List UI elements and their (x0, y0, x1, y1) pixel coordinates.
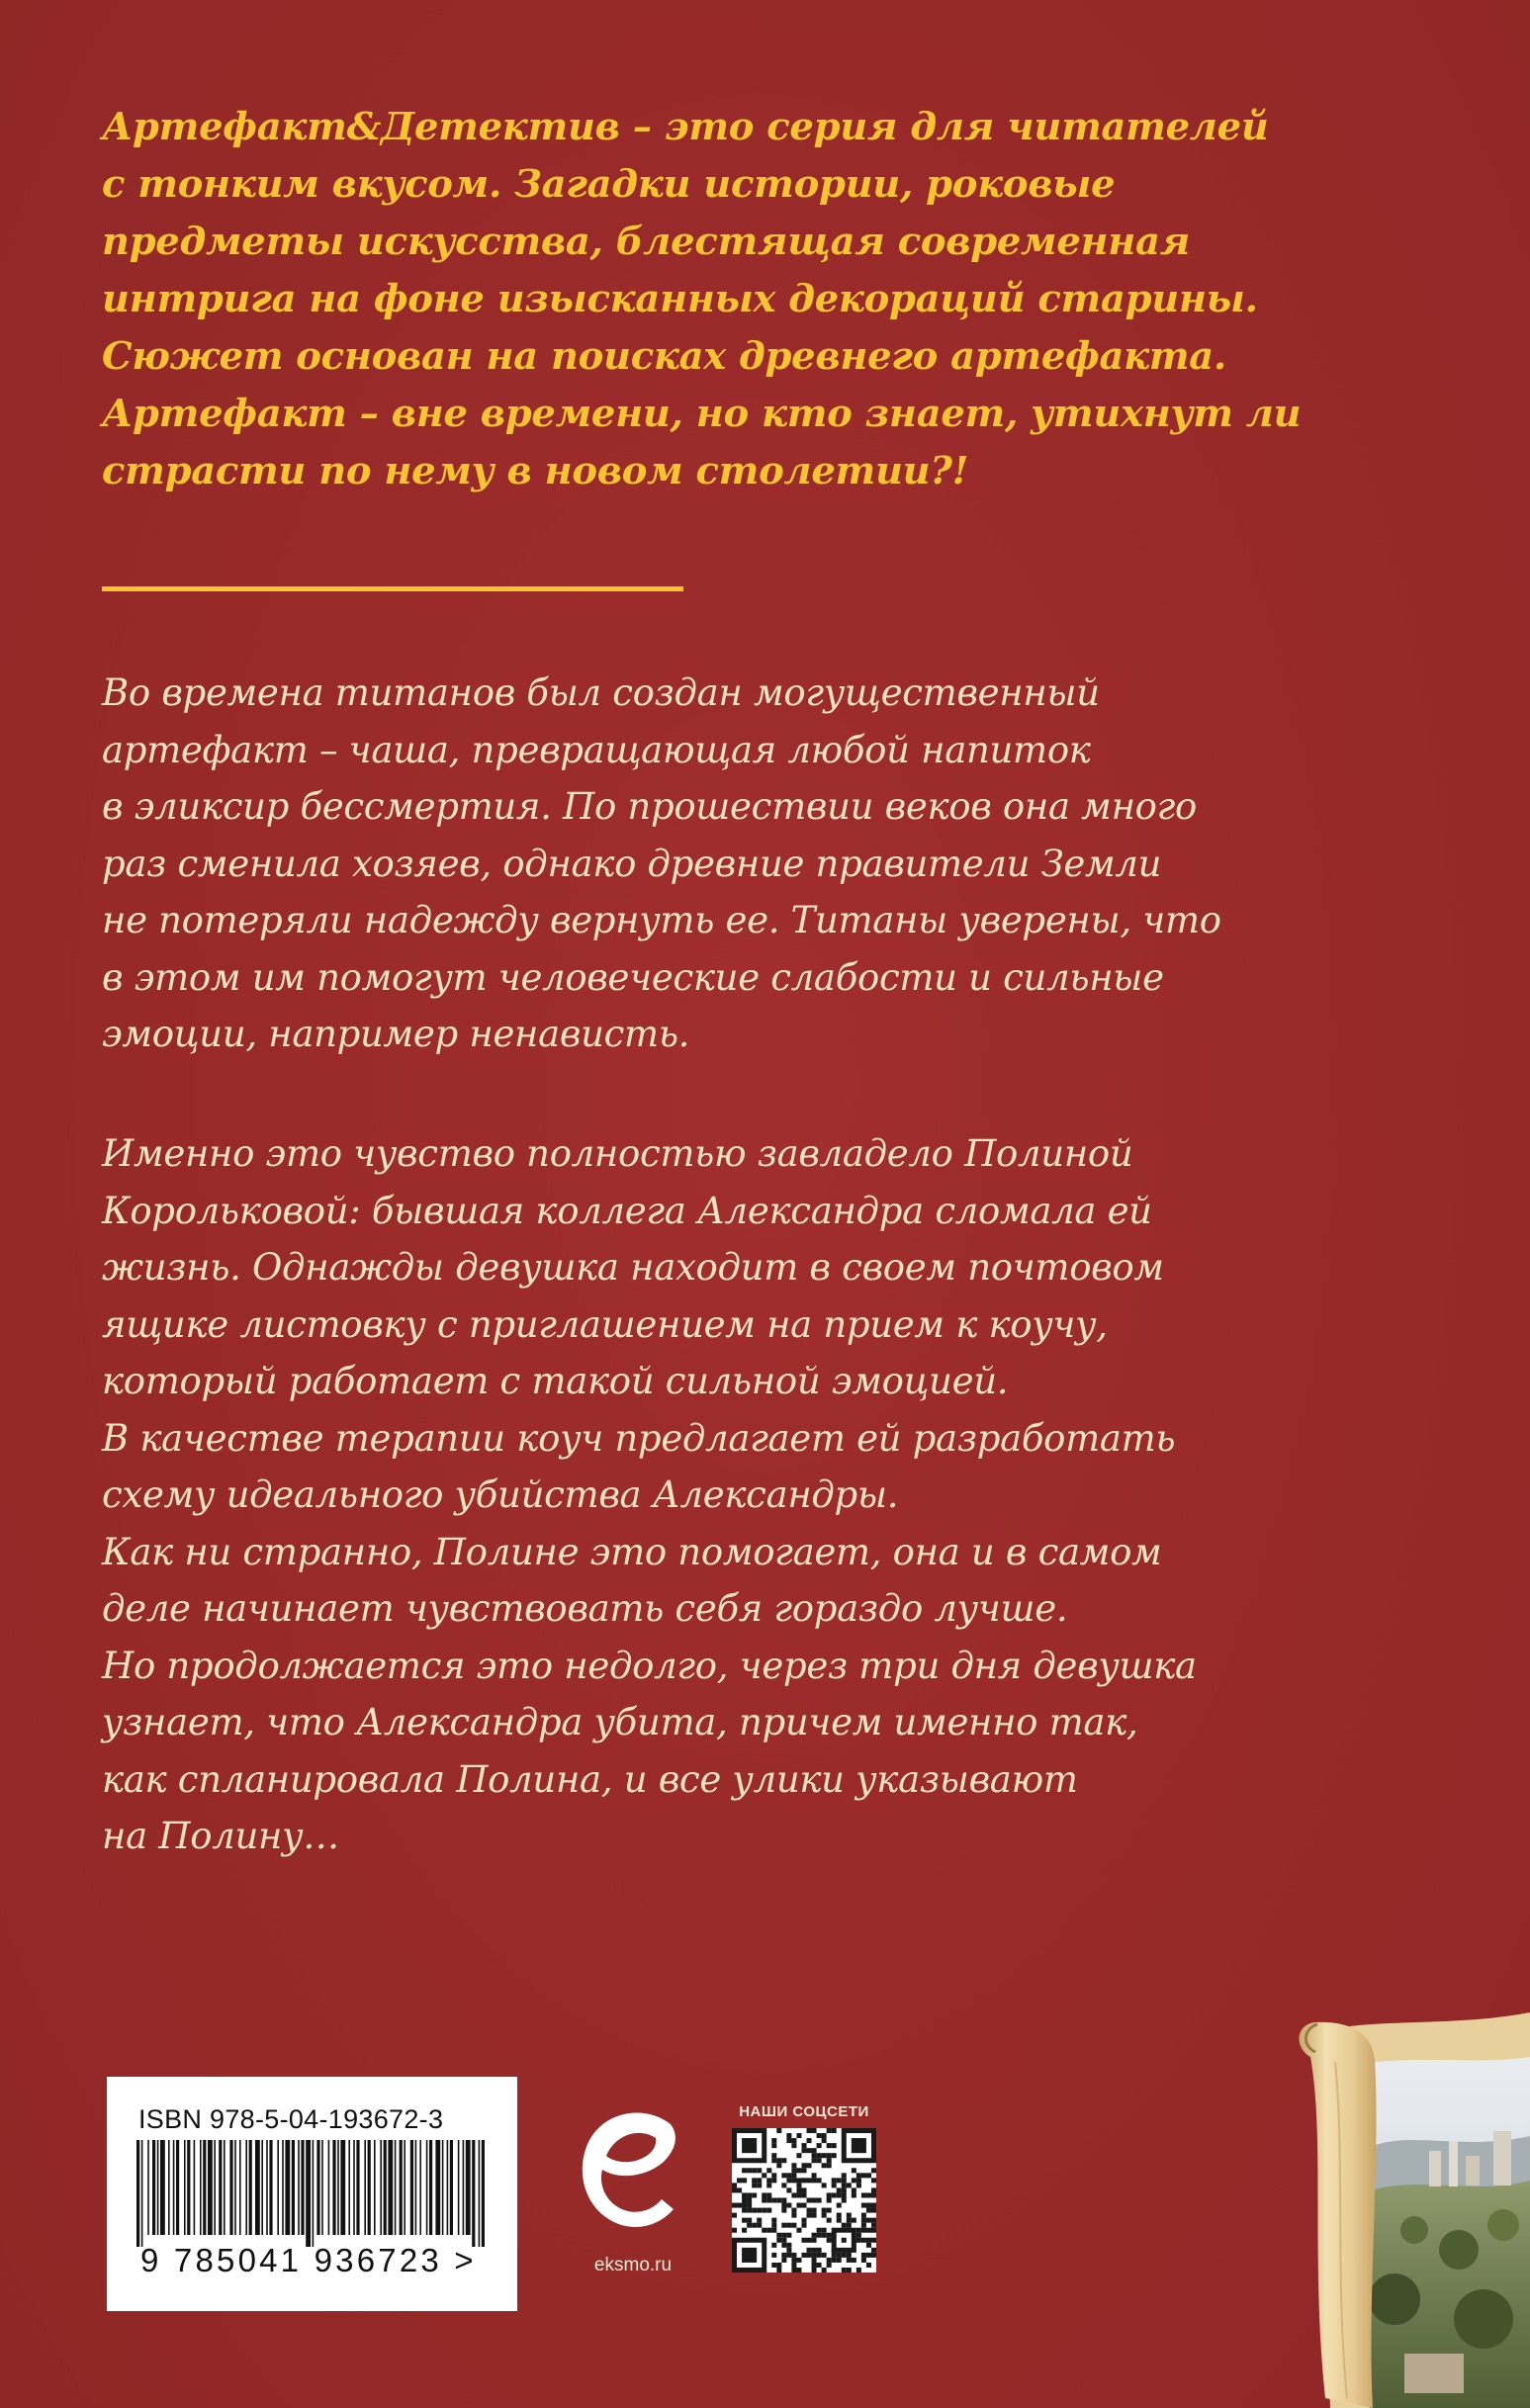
blurb-line: Артефакт – вне времени, но кто знает, утихнут ли (102, 392, 1302, 436)
blurb-line: предметы искусства, блестящая современная (102, 220, 1191, 264)
blurb-line: Артефакт&Детектив – это серия для читателей (102, 105, 1269, 149)
blurb-line: Сюжет основан на поисках древнего артефакта. (102, 334, 1227, 379)
barcode-icon (135, 2140, 491, 2249)
annotation-paragraph-2 (102, 1125, 1407, 1865)
annotation-line: который работает с такой сильной эмоцией. (102, 1360, 1009, 1402)
annotation-line: ящике листовку с приглашением на прием к коучу, (102, 1302, 1108, 1346)
annotation-line: в эликсир бессмертия. По прошествии веков она много (102, 785, 1197, 828)
annotation-line: в этом им помогут человеческие слабости и сильные (102, 955, 1164, 999)
annotation-paragraph-1 (102, 665, 1407, 1063)
annotation-line: артефакт – чаша, превращающая любой напиток (102, 728, 1091, 771)
annotation-line: жизнь. Однажды девушка находит в своем почтовом (102, 1246, 1164, 1289)
annotation-line: узнает, что Александра убита, причем именно так, (102, 1701, 1138, 1743)
eksmo-logo-icon (577, 2098, 687, 2257)
parchment-scroll-illustration (1256, 2003, 1530, 2408)
annotation-line: деле начинает чувствовать себя гораздо лучше. (102, 1587, 1068, 1630)
annotation-line: Но продолжается это недолго, через три дня девушка (102, 1644, 1197, 1687)
publisher-site: eksmo.ru (593, 2255, 673, 2275)
annotation-line: схему идеального убийства Александры. (102, 1473, 899, 1516)
annotation-line: раз сменила хозяев, однако древние правители Земли (102, 842, 1162, 885)
annotation-line: как спланировала Полина, и все улики указывают (102, 1757, 1078, 1801)
annotation-line: Именно это чувство полностью завладело Полиной (102, 1132, 1133, 1175)
isbn-barcode-box (107, 2077, 517, 2311)
annotation-line: не потеряли надежду вернуть ее. Титаны уверены, что (102, 899, 1221, 941)
annotation-line: Корольковой: бывшая коллега Александра сломала ей (102, 1189, 1152, 1232)
series-blurb (102, 99, 1348, 500)
annotation-line: эмоции, например ненависть. (102, 1013, 690, 1055)
blurb-line: с тонким вкусом. Загадки истории, роковые (102, 162, 1116, 207)
blurb-line: интрига на фоне изысканных декораций старины. (102, 277, 1258, 321)
social-label: НАШИ СОЦСЕТИ (739, 2103, 869, 2120)
barcode-digits: 9 785041 936723 > (140, 2242, 477, 2278)
divider-rule (102, 586, 683, 591)
annotation-line: на Полину… (102, 1815, 339, 1857)
annotation-line: Как ни странно, Полине это помогает, она и в самом (102, 1530, 1162, 1573)
blurb-line: страсти по нему в новом столетии?! (102, 449, 969, 493)
qr-code-icon[interactable] (732, 2128, 876, 2273)
isbn-label: ISBN 978-5-04-193672-3 (138, 2104, 444, 2134)
annotation-line: В качестве терапии коуч предлагает ей разработать (102, 1416, 1176, 1460)
annotation-line: Во времена титанов был создан могущественный (102, 671, 1100, 714)
